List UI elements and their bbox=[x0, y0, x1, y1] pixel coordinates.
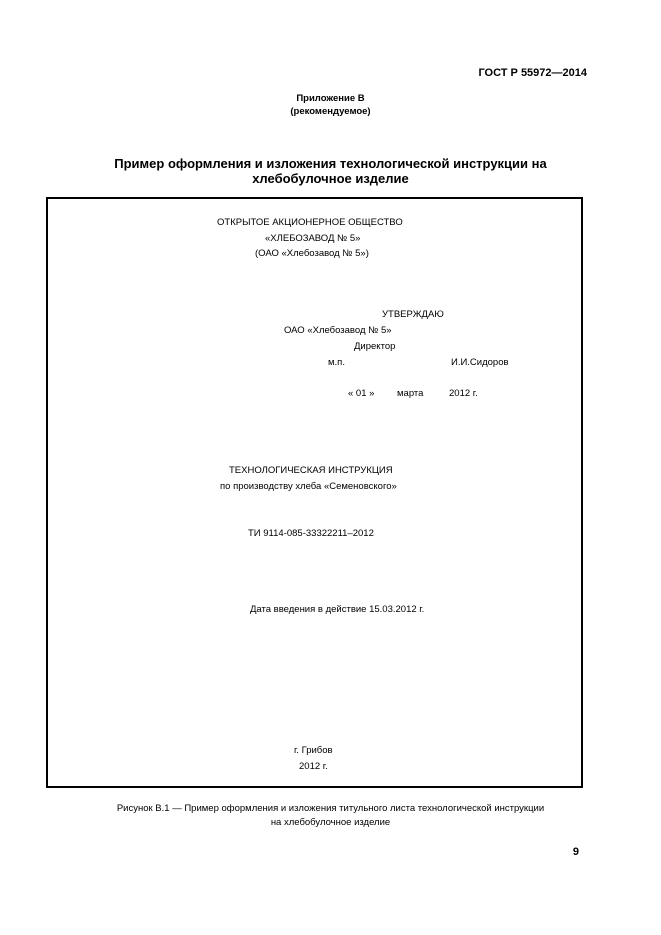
page-number: 9 bbox=[572, 846, 579, 858]
approval-label: УТВЕРЖДАЮ bbox=[382, 309, 444, 320]
org-name-line3: (ОАО «Хлебозавод № 5») bbox=[255, 248, 369, 259]
instruction-code: ТИ 9114-085-33322211–2012 bbox=[248, 528, 374, 539]
appendix-title: Приложение В bbox=[296, 93, 365, 104]
figure-caption-line1: Рисунок В.1 — Пример оформления и изложения титульного листа технологической инструкции bbox=[116, 803, 545, 814]
year: 2012 г. bbox=[299, 761, 328, 772]
section-heading-line2: хлебобулочное изделие bbox=[252, 171, 409, 186]
instruction-subject: по производству хлеба «Семеновского» bbox=[220, 481, 397, 492]
stamp-place: м.п. bbox=[328, 357, 345, 368]
signatory-name: И.И.Сидоров bbox=[451, 357, 509, 368]
figure-caption-line2: на хлебобулочное изделие bbox=[270, 817, 391, 828]
approval-date-day: « 01 » bbox=[348, 388, 375, 399]
effective-date: Дата введения в действие 15.03.2012 г. bbox=[250, 604, 425, 615]
appendix-subtitle: (рекомендуемое) bbox=[290, 106, 371, 117]
section-heading-line1: Пример оформления и изложения технологической инструкции на bbox=[114, 156, 547, 171]
approval-organization: ОАО «Хлебозавод № 5» bbox=[284, 325, 392, 336]
instruction-title: ТЕХНОЛОГИЧЕСКАЯ ИНСТРУКЦИЯ bbox=[229, 465, 393, 476]
document-number: ГОСТ Р 55972—2014 bbox=[478, 67, 587, 79]
approval-date-year: 2012 г. bbox=[449, 388, 478, 399]
title-page-frame bbox=[46, 197, 583, 788]
org-name-line1: ОТКРЫТОЕ АКЦИОНЕРНОЕ ОБЩЕСТВО bbox=[217, 217, 403, 228]
approval-date-month: марта bbox=[397, 388, 424, 399]
org-name-line2: «ХЛЕБОЗАВОД № 5» bbox=[265, 233, 361, 244]
city: г. Грибов bbox=[294, 745, 333, 756]
approval-position: Директор bbox=[354, 341, 396, 352]
